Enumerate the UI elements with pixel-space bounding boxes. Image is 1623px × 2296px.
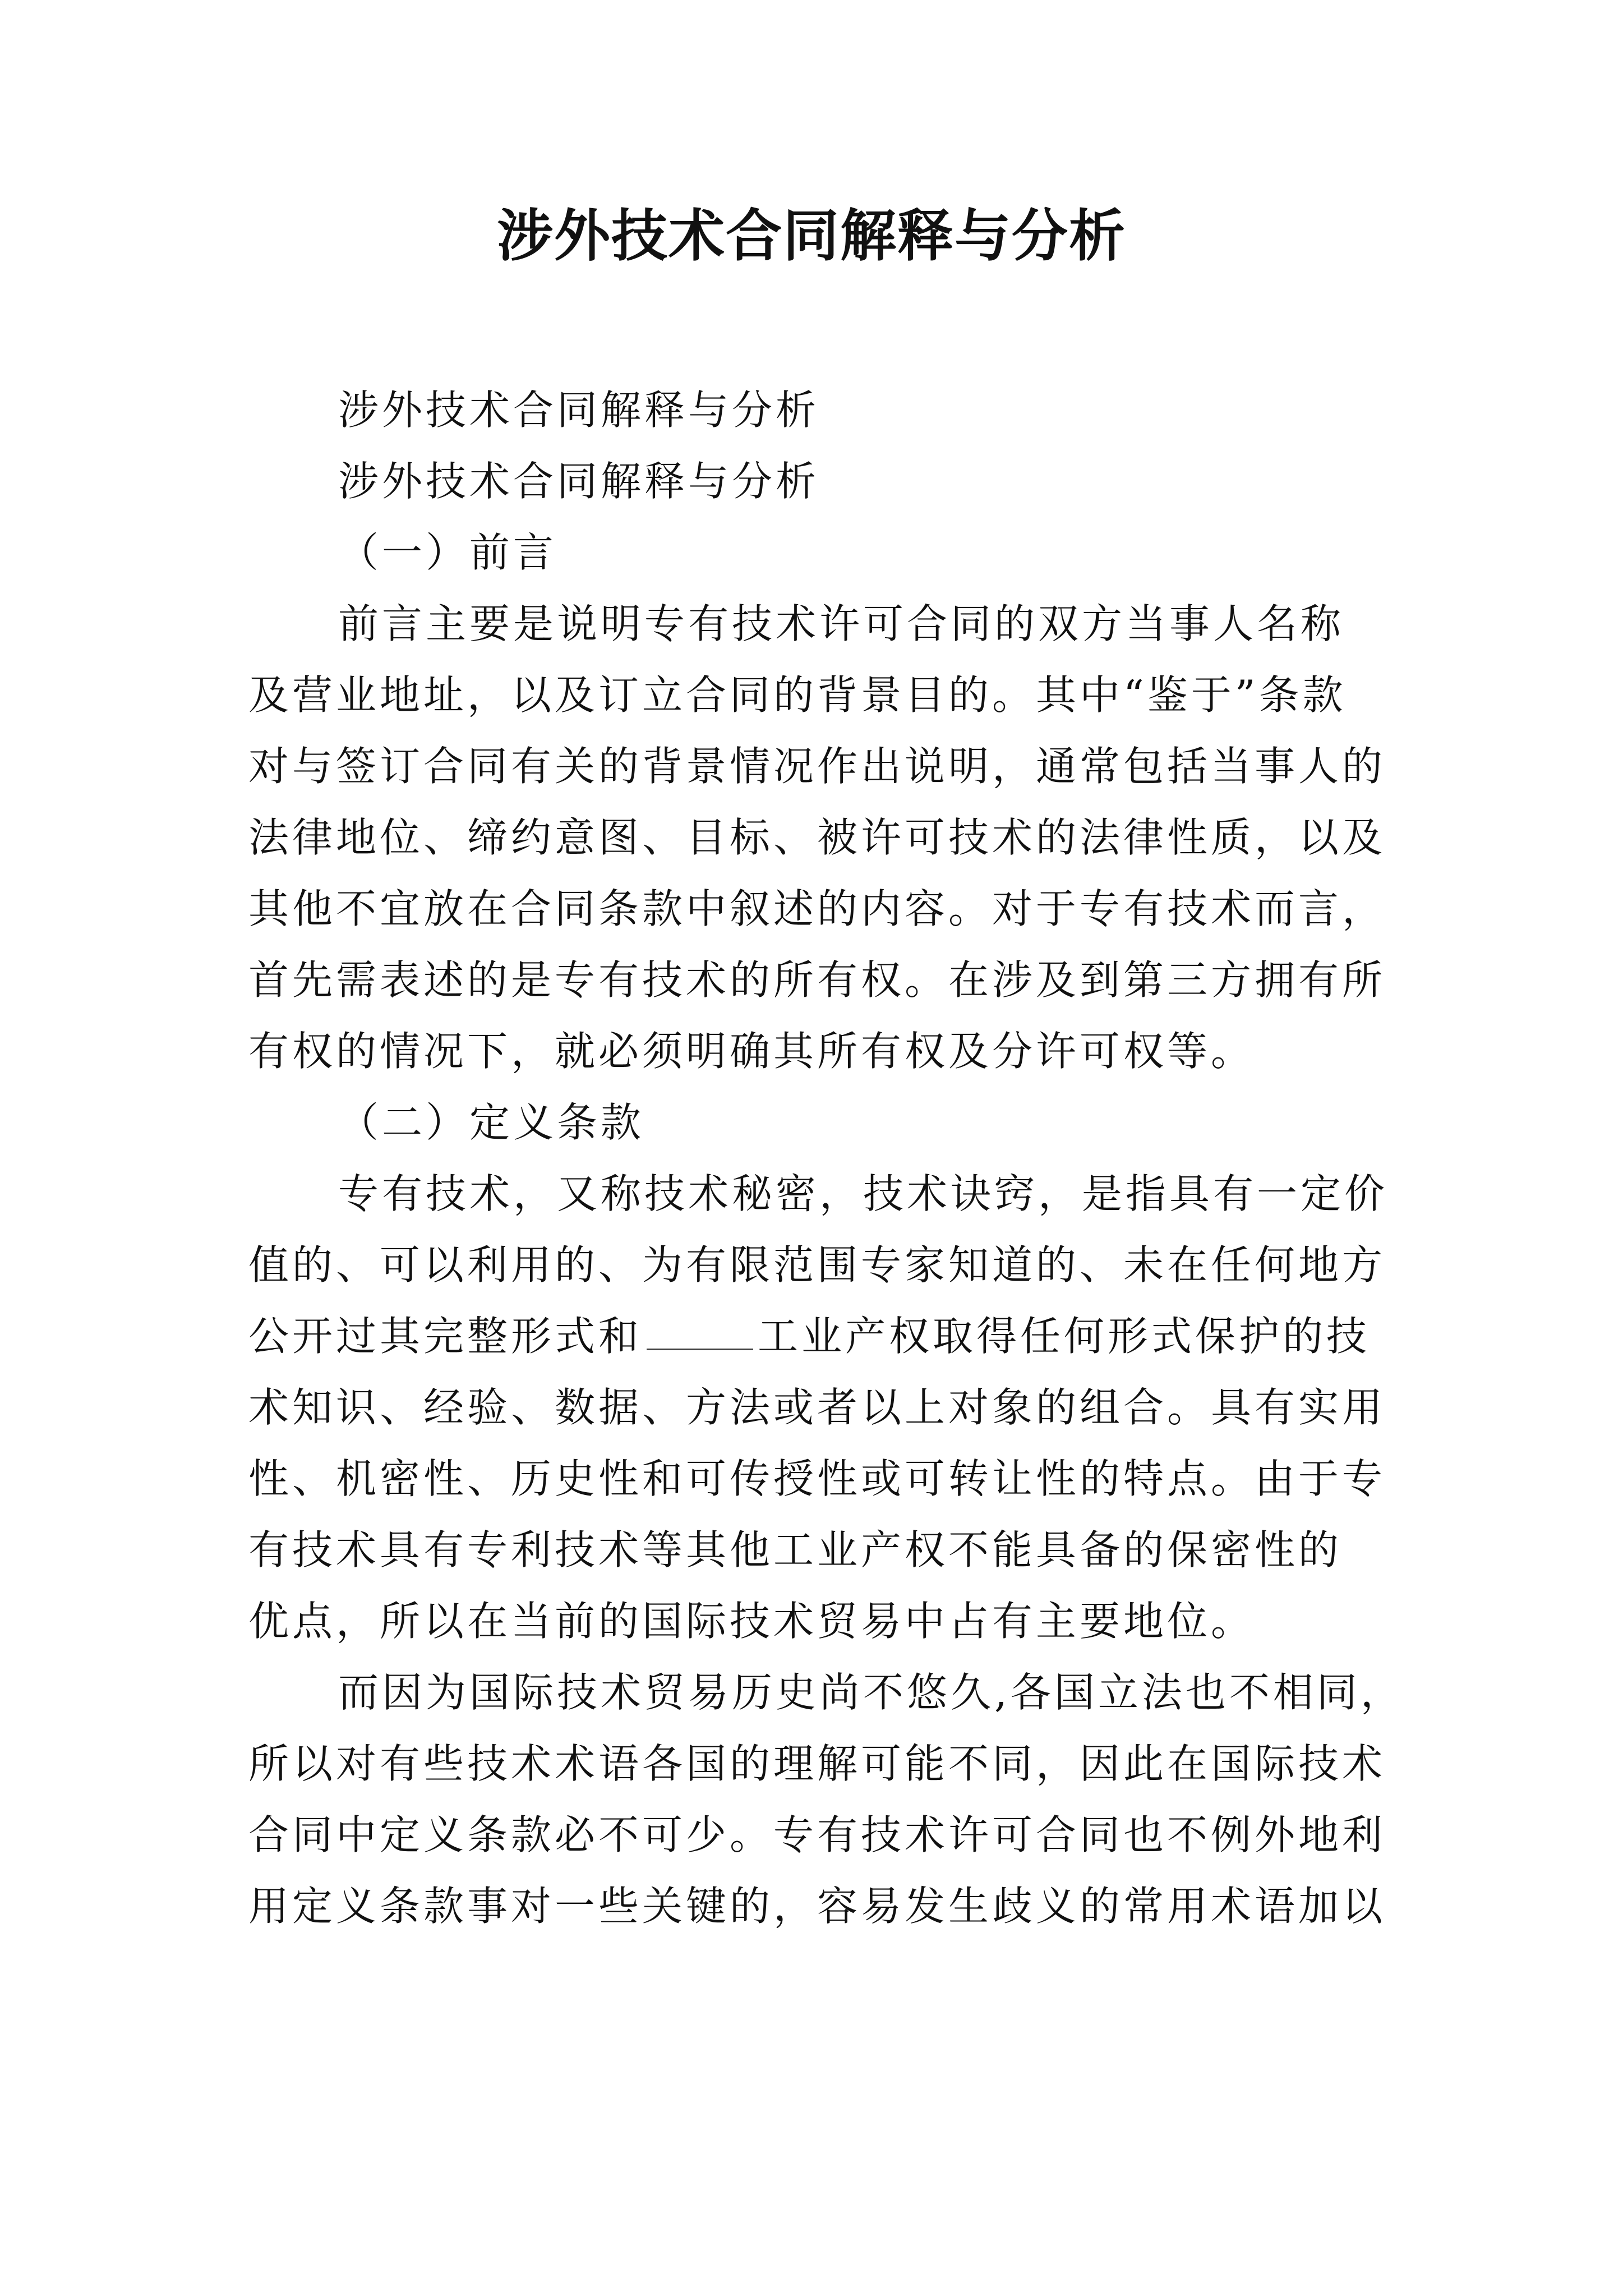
definitions-paragraph-2	[248, 1657, 1404, 1942]
paragraph-line: 性、机密性、历史性和可传授性或可转让性的特点。由于专	[248, 1455, 1386, 1502]
section-heading-definitions: （二）定义条款	[338, 1099, 645, 1146]
paragraph-line: 其他不宜放在合同条款中叙述的内容。对于专有技术而言，	[248, 885, 1386, 932]
section-heading-preface: （一）前言	[338, 529, 557, 576]
subtitle-line: 涉外技术合同解释与分析	[338, 458, 820, 505]
paragraph-line: 专有技术，又称技术秘密，技术诀窍，是指具有一定价	[338, 1170, 1389, 1217]
paragraph-line: 法律地位、缔约意图、目标、被许可技术的法律性质，以及	[248, 814, 1386, 861]
document-body	[248, 375, 1404, 1942]
paragraph-line: 术知识、经验、数据、方法或者以上对象的组合。具有实用	[248, 1384, 1386, 1431]
paragraph-line: 有权的情况下，就必须明确其所有权及分许可权等。	[248, 1028, 1255, 1075]
paragraph-line: 所以对有些技术术语各国的理解可能不同，因此在国际技术	[248, 1740, 1386, 1787]
subtitle-line: 涉外技术合同解释与分析	[338, 386, 820, 434]
definitions-paragraph-1	[248, 1158, 1389, 1657]
paragraph-line: 值的、可以利用的、为有限范围专家知道的、未在任何地方	[248, 1241, 1386, 1289]
text-before-blank: 公开过其完整形式和	[248, 1313, 643, 1360]
paragraph-line: 首先需表述的是专有技术的所有权。在涉及到第三方拥有所	[248, 956, 1386, 1004]
paragraph-line: 前言主要是说明专有技术许可合同的双方当事人名称	[338, 600, 1345, 647]
paragraph-line: 而因为国际技术贸易历史尚不悠久,各国立法也不相同，	[338, 1669, 1404, 1716]
text-after-blank: 工业产权取得任何形式保护的技	[758, 1313, 1371, 1360]
paragraph-line: 优点，所以在当前的国际技术贸易中占有主要地位。	[248, 1598, 1255, 1645]
paragraph-line: 有技术具有专利技术等其他工业产权不能具备的保密性的	[248, 1526, 1343, 1573]
paragraph-line: 用定义条款事对一些关键的，容易发生歧义的常用术语加以	[248, 1883, 1386, 1930]
document-title: 涉外技术合同解释与分析	[497, 203, 1126, 269]
paragraph-line	[248, 1301, 1370, 1372]
paragraph-line: 合同中定义条款必不可少。专有技术许可合同也不例外地利	[248, 1811, 1386, 1858]
fill-in-blank	[647, 1313, 753, 1350]
paragraph-line: 对与签订合同有关的背景情况作出说明，通常包括当事人的	[248, 743, 1386, 790]
preface-paragraph	[248, 588, 1386, 1087]
paragraph-line: 及营业地址，以及订立合同的背景目的。其中“鉴于”条款	[248, 671, 1347, 719]
